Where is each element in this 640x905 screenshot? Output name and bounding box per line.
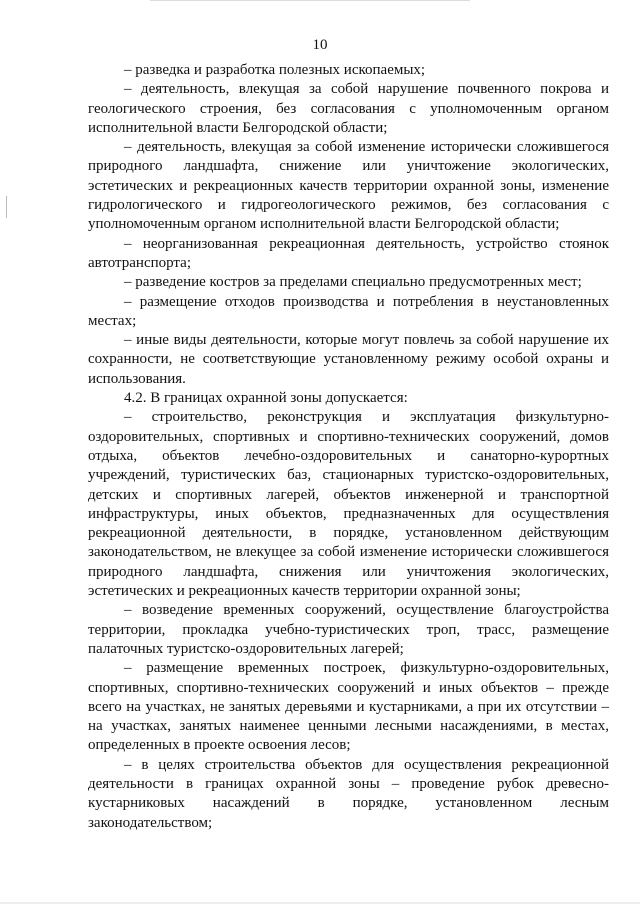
paragraph-prohibition-mining: – разведка и разработка полезных ископаемых; (124, 62, 426, 78)
document-body (88, 61, 609, 833)
paragraph-prohibition-waste: – размещение отходов производства и потребления в неустановленных местах; (88, 293, 609, 329)
paragraph-allowed-temporary-buildings: – размещение временных построек, физкультурно-оздоровительных, спортивных, спортивно-технических сооружений и иных объектов – прежде всего на участках, не занятых деревьями и кустарниками, а при их отсутствии – на участках, занятых наименее ценными лесными насаждениями, в местах, определенных в проекте освоения лесов; (88, 660, 609, 754)
paragraph-allowed-tree-cutting: – в целях строительства объектов для осуществления рекреационной деятельности в границах охранной зоны – проведение рубок древесно-кустарниковых насаждений в порядке, установленном лесным законодательством; (88, 756, 609, 831)
page-number: 10 (312, 37, 328, 53)
paragraph-prohibition-landscape-change: – деятельность, влекущая за собой изменение исторически сложившегося природного ландшафта, снижение или уничтожение экологических, эстетических и рекреационных качеств территории охранной зоны, изменение гидрологического и гидрогеологического режимов, без согласования с уполномоченным органом исполнительной власти Белгородской области; (88, 139, 609, 233)
scan-bottom-edge-mark (0, 902, 640, 904)
paragraph-prohibition-soil-disturbance: – деятельность, влекущая за собой нарушение почвенного покрова и геологического строения, без согласования с уполномоченным органом исполнительной власти Белгородской области; (88, 81, 609, 136)
paragraph-allowed-construction: – строительство, реконструкция и эксплуатация физкультурно-оздоровительных, спортивных и спортивно-технических сооружений, домов отдыха, объектов лечебно-оздоровительных и санаторно-курортных учреждений, туристических баз, стационарных туристско-оздоровительных, детских и спортивных лагерей, объектов инженерной и транспортной инфраструктуры, иных объектов, предназначенных для осуществления рекреационной деятельности, в порядке, установленном действующим законодательством, не влекущее за собой изменение исторически сложившегося природного ландшафта, снижения или уничтожения экологических, эстетических и рекреационных качеств территории охранной зоны; (88, 409, 609, 600)
paragraph-allowed-temporary-structures: – возведение временных сооружений, осуществление благоустройства территории, прокладка учебно-туристических троп, трасс, размещение палаточных туристско-оздоровительных лагерей; (88, 602, 609, 657)
paragraph-prohibition-unorganized-recreation: – неорганизованная рекреационная деятельность, устройство стоянок автотранспорта; (88, 235, 609, 271)
paragraph-prohibition-campfires: – разведение костров за пределами специально предусмотренных мест; (124, 274, 582, 291)
section-heading-4-2: 4.2. В границах охранной зоны допускается: (124, 390, 408, 407)
scan-top-edge-mark (150, 0, 470, 1)
scan-left-edge-mark (6, 196, 7, 218)
paragraph-prohibition-other: – иные виды деятельности, которые могут повлечь за собой нарушение их сохранности, не соответствующие установленному режиму особой охраны и использования. (88, 332, 609, 387)
